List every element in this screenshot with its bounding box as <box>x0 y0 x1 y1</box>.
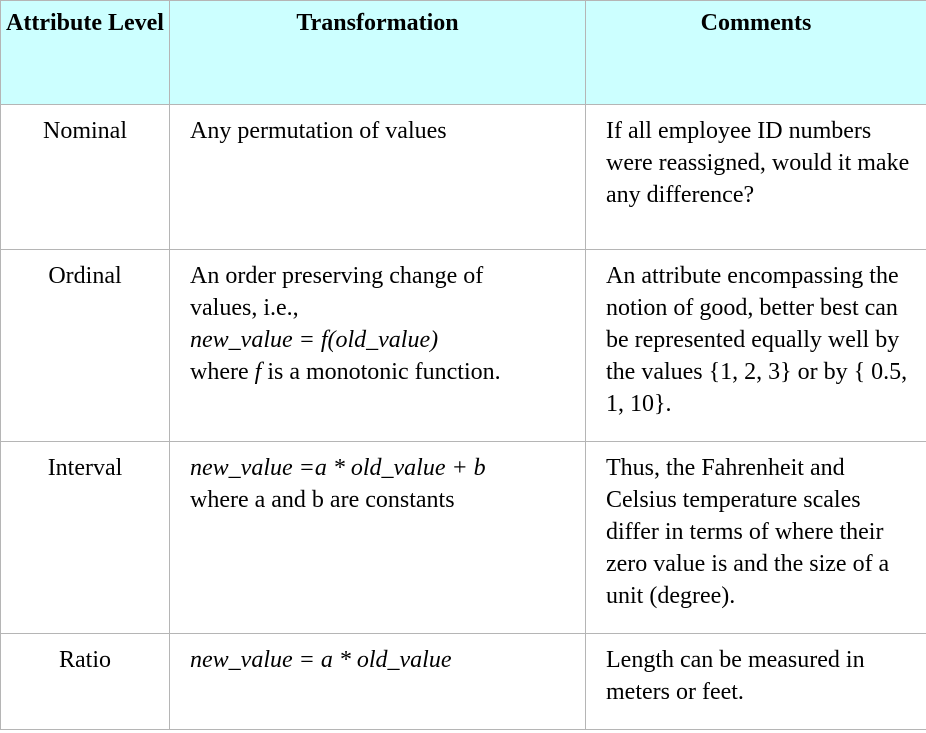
where-variable: f <box>254 359 262 385</box>
level-cell: Ordinal <box>1 250 170 442</box>
level-cell: Ratio <box>1 634 170 730</box>
table-row-interval <box>1 442 926 634</box>
transformation-text: An order preserving change of <box>190 263 484 289</box>
comment-cell: An attribute encompassing the notion of good, better best can be represented equally well by the values {1, 2, 3} or by { 0.5, 1, 10}. <box>586 250 926 442</box>
comment-cell: Length can be measured in meters or feet. <box>586 634 926 730</box>
transformation-formula: new_value =a * old_value + b <box>190 455 486 481</box>
comment-cell: If all employee ID numbers were reassigned, would it make any difference? <box>586 105 926 250</box>
transformation-formula: new_value = f(old_value) <box>190 327 439 353</box>
header-attribute-level: Attribute Level <box>1 1 170 105</box>
transformation-text: values, i.e., <box>190 295 299 321</box>
table-row-ratio <box>1 634 926 730</box>
transformation-cell <box>170 634 586 730</box>
transformation-cell <box>170 250 586 442</box>
header-comments: Comments <box>586 1 926 105</box>
transformation-cell <box>170 105 586 250</box>
table-row-ordinal <box>1 250 926 442</box>
where-prefix: where <box>190 359 255 385</box>
where-suffix: is a monotonic function. <box>261 359 501 385</box>
header-row <box>1 1 926 105</box>
header-transformation: Transformation <box>170 1 586 105</box>
table-row-nominal <box>1 105 926 250</box>
level-cell: Nominal <box>1 105 170 250</box>
comment-cell: Thus, the Fahrenheit and Celsius temperature scales differ in terms of where their zero value is and the size of a unit (degree). <box>586 442 926 634</box>
transformation-cell <box>170 442 586 634</box>
transformation-where <box>190 356 577 388</box>
transformation-text: Any permutation of values <box>190 118 447 144</box>
level-cell: Interval <box>1 442 170 634</box>
transformation-formula: new_value = a * old_value <box>190 647 452 673</box>
transformation-text: where a and b are constants <box>190 487 455 513</box>
